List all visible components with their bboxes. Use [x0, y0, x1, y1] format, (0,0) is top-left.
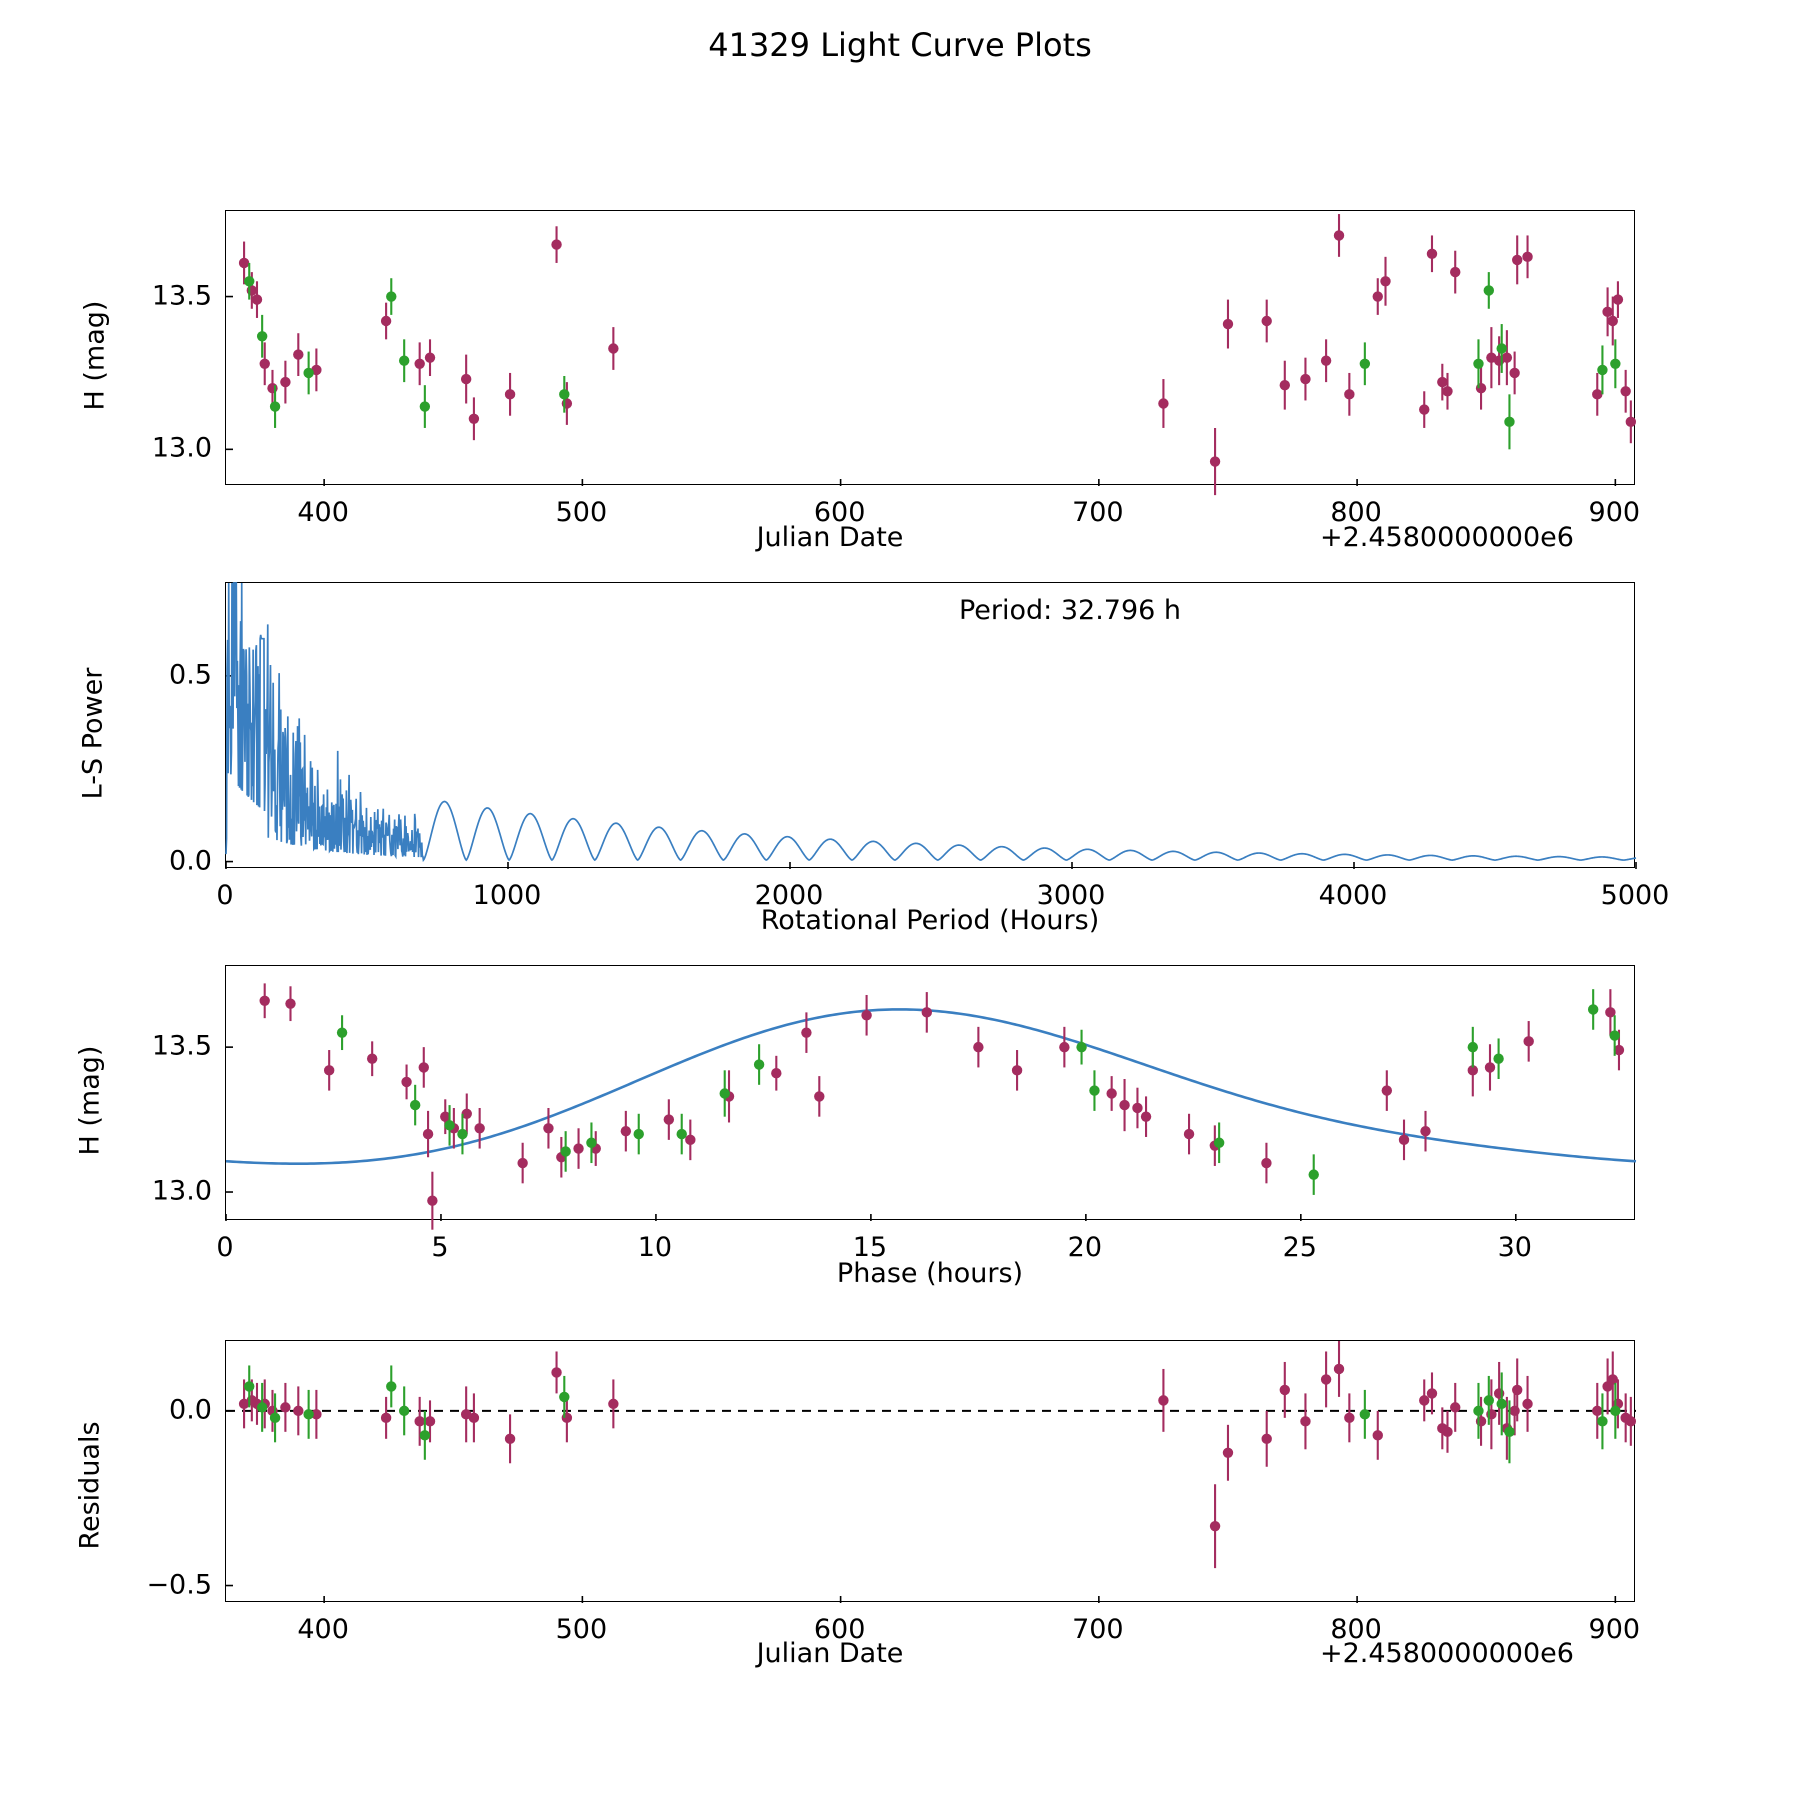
y-tick-label: 13.0: [151, 432, 212, 464]
x-tick-label: 0: [216, 1232, 234, 1263]
x-tick-label: 700: [1072, 1614, 1124, 1645]
x-tick-label: 5000: [1600, 880, 1670, 911]
data-series-series_a: [259, 983, 1624, 1229]
x-tick-label: 4000: [1318, 880, 1388, 911]
x-tick-label: 20: [1067, 1232, 1103, 1263]
axis-offset-x-4: +2.4580000000e6: [1320, 1638, 1574, 1669]
axes-residuals: [225, 1340, 1635, 1602]
y-tick-label: 0.0: [169, 1394, 212, 1426]
x-tick-label: 10: [637, 1232, 673, 1263]
axis-label-x-3: Phase (hours): [836, 1258, 1024, 1289]
x-tick-label: 15: [852, 1232, 888, 1263]
x-tick-label: 900: [1588, 1614, 1641, 1645]
axis-offset-x-1: +2.4580000000e6: [1320, 522, 1574, 553]
data-series-series_b: [244, 263, 1620, 449]
axis-label-x-1: Julian Date: [756, 522, 904, 553]
x-tick-label: 600: [813, 1614, 866, 1645]
data-series-series_b: [244, 1365, 1620, 1463]
x-tick-label: 1000: [472, 880, 542, 911]
figure-title: 41329 Light Curve Plots: [708, 26, 1092, 64]
x-tick-label: 800: [1330, 497, 1382, 528]
axes-lightcurve-jd: [225, 210, 1635, 485]
axis-label-y-4: Residuals: [74, 1421, 106, 1550]
x-tick-label: 400: [297, 497, 349, 528]
y-tick-label: 0.0: [169, 845, 212, 877]
data-series-series_a: [239, 214, 1636, 495]
x-tick-label: 900: [1588, 497, 1641, 528]
x-tick-label: 0: [216, 880, 234, 911]
x-tick-label: 30: [1497, 1232, 1532, 1263]
axes-periodogram: [225, 582, 1635, 868]
y-tick-label: −0.5: [146, 1569, 212, 1601]
data-series-series_b: [337, 989, 1620, 1195]
y-tick-label: 13.5: [151, 280, 212, 312]
axis-label-x-4: Julian Date: [756, 1638, 904, 1669]
periodogram-line: [226, 583, 1636, 860]
axis-label-y-2: L-S Power: [77, 667, 109, 800]
x-tick-label: 3000: [1036, 880, 1106, 911]
y-tick-label: 13.5: [151, 1030, 212, 1062]
x-tick-label: 800: [1330, 1614, 1382, 1645]
x-tick-label: 2000: [754, 880, 824, 911]
plot-canvas-periodogram: [226, 583, 1636, 869]
x-tick-label: 5: [431, 1232, 449, 1263]
y-tick-label: 13.0: [151, 1175, 212, 1207]
axes-phase-folded: [225, 965, 1635, 1220]
x-tick-label: 600: [813, 497, 866, 528]
period-annotation: Period: 32.796 h: [958, 595, 1182, 626]
x-tick-label: 700: [1072, 497, 1124, 528]
axis-label-x-2: Rotational Period (Hours): [760, 905, 1100, 936]
x-tick-label: 25: [1282, 1232, 1317, 1263]
axis-label-y-1: H (mag): [79, 300, 111, 411]
plot-canvas-phase-folded: [226, 966, 1636, 1221]
plot-canvas-residuals: [226, 1341, 1636, 1603]
x-tick-label: 500: [555, 1614, 608, 1645]
axis-label-y-3: H (mag): [74, 1045, 106, 1156]
data-series-series_a: [239, 1341, 1636, 1568]
plot-canvas-lightcurve-jd: [226, 211, 1636, 486]
x-tick-label: 500: [555, 497, 608, 528]
y-tick-label: 0.5: [169, 659, 212, 691]
x-tick-label: 400: [297, 1614, 349, 1645]
